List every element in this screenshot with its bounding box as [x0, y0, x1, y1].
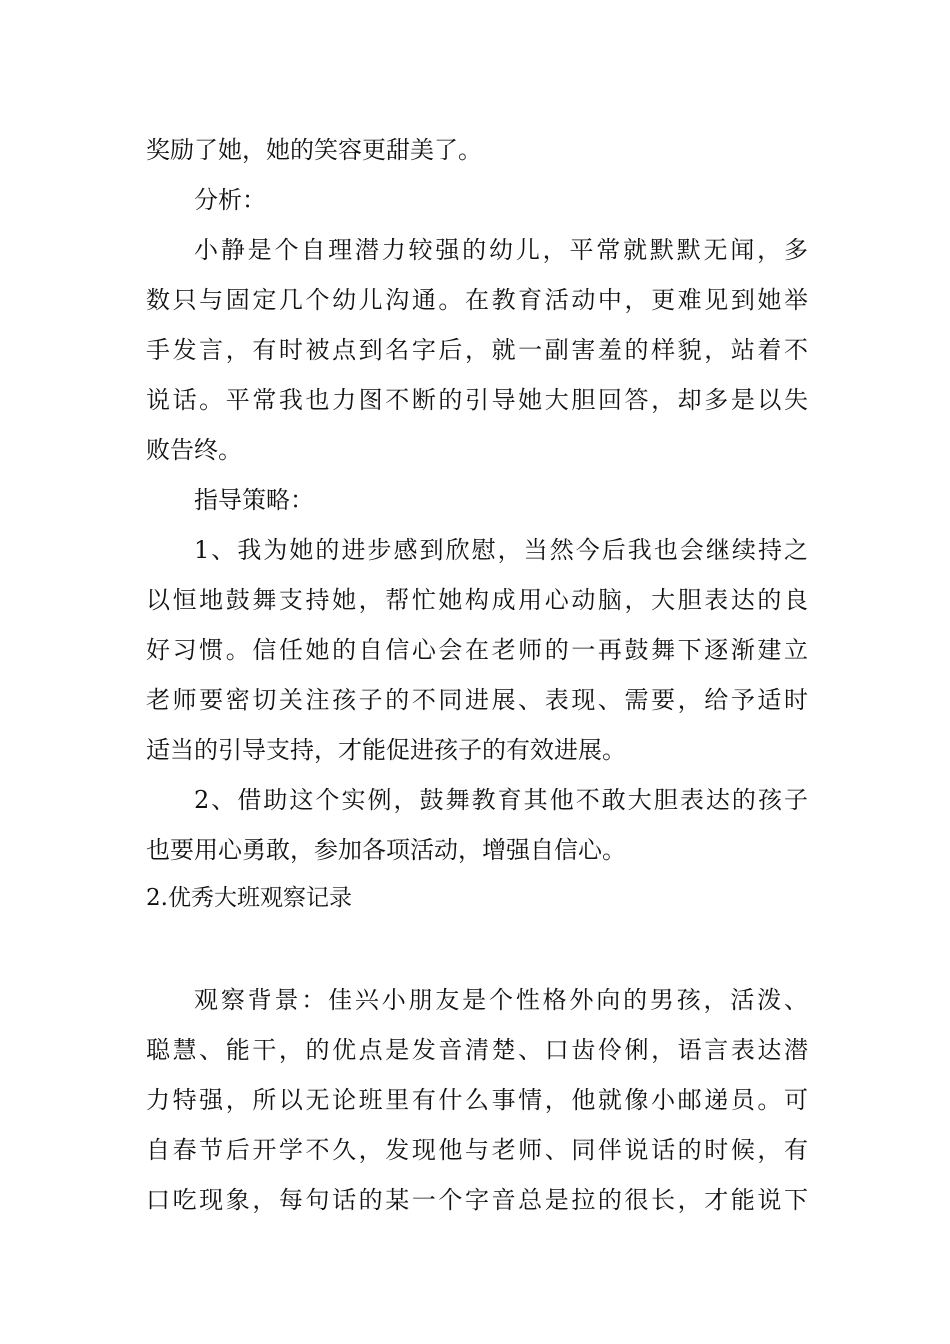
paragraph-line: 好习惯。信任她的自信心会在老师的一再鼓舞下逐渐建立 [146, 636, 808, 664]
paragraph-line: 也要用心勇敢，参加各项活动，增强自信心。 [146, 836, 626, 864]
section-heading: 2.优秀大班观察记录 [146, 885, 352, 911]
paragraph-line: 小静是个自理潜力较强的幼儿，平常就默默无闻，多 [194, 236, 808, 264]
paragraph-line: 适当的引导支持，才能促进孩子的有效进展。 [146, 736, 626, 764]
section-label-strategy: 指导策略： [194, 486, 314, 514]
paragraph-line: 观察背景：佳兴小朋友是个性格外向的男孩，活泼、 [194, 986, 808, 1014]
paragraph-line: 聪慧、能干，的优点是发音清楚、口齿伶俐，语言表达潜 [146, 1036, 808, 1064]
paragraph-line: 说话。平常我也力图不断的引导她大胆回答，却多是以失 [146, 386, 808, 414]
paragraph-line: 自春节后开学不久，发现他与老师、同伴说话的时候，有 [146, 1136, 808, 1164]
paragraph-line: 手发言，有时被点到名字后，就一副害羞的样貌，站着不 [146, 336, 808, 364]
paragraph-line: 败告终。 [146, 436, 242, 464]
paragraph-line: 数只与固定几个幼儿沟通。在教育活动中，更难见到她举 [146, 286, 808, 314]
paragraph-line: 以恒地鼓舞支持她，帮忙她构成用心动脑，大胆表达的良 [146, 586, 808, 614]
paragraph-line: 2、借助这个实例，鼓舞教育其他不敢大胆表达的孩子 [194, 786, 808, 814]
paragraph-line: 老师要密切关注孩子的不同进展、表现、需要，给予适时 [146, 686, 808, 714]
paragraph-line: 口吃现象，每句话的某一个字音总是拉的很长，才能说下 [146, 1186, 808, 1214]
paragraph-line: 奖励了她，她的笑容更甜美了。 [146, 136, 482, 164]
paragraph-line: 力特强，所以无论班里有什么事情，他就像小邮递员。可 [146, 1086, 808, 1114]
section-label-analysis: 分析： [194, 186, 266, 214]
paragraph-line: 1、我为她的进步感到欣慰，当然今后我也会继续持之 [194, 536, 808, 564]
